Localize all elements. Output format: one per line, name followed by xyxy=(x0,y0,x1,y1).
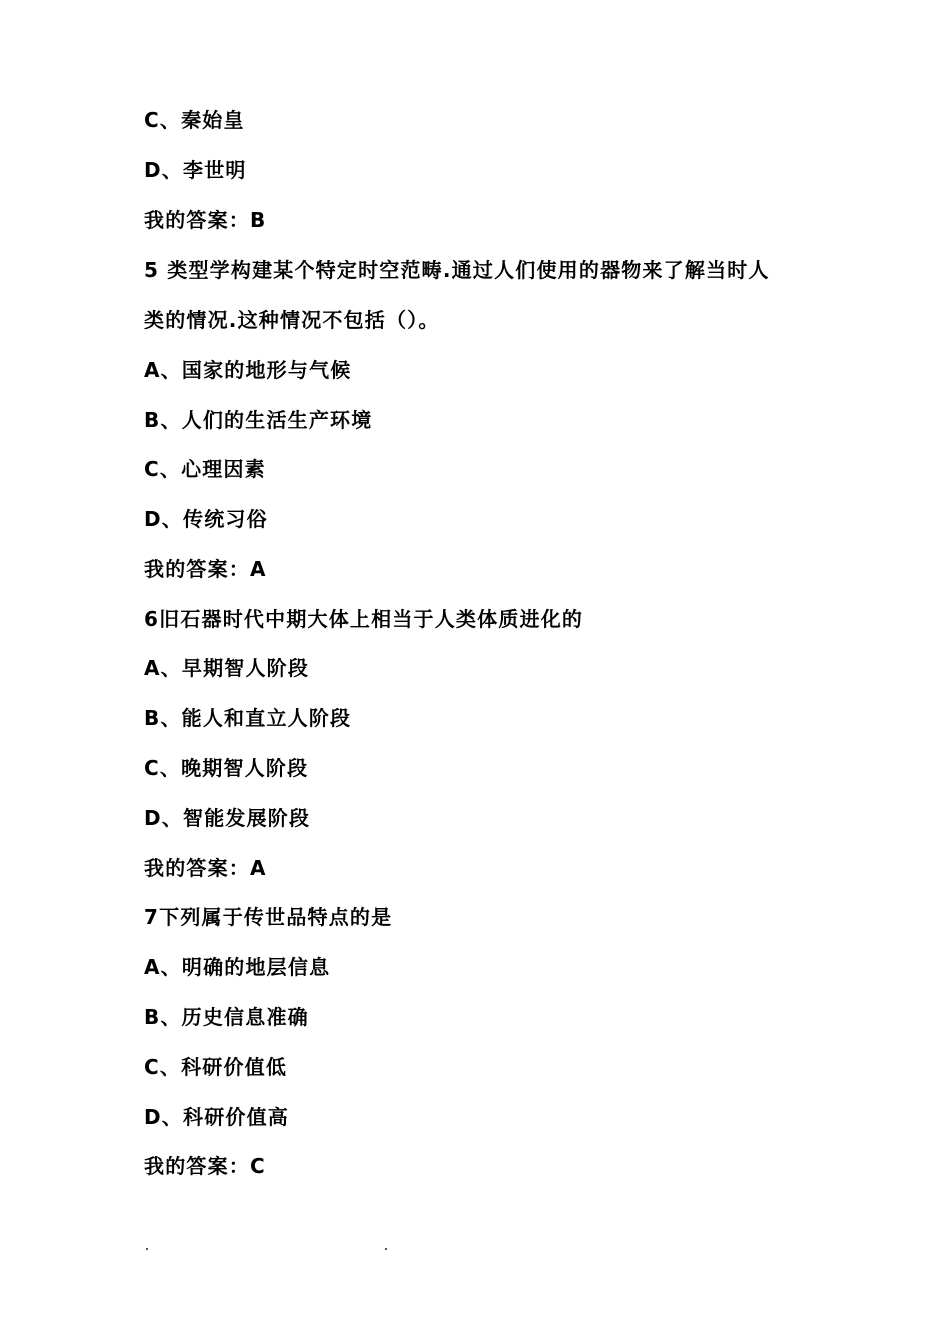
option-b-q6: B、能人和直立人阶段 xyxy=(144,706,352,730)
option-b-q5: B、人们的生活生产环境 xyxy=(144,408,373,432)
option-c-q4: C、秦始皇 xyxy=(144,108,245,132)
question-6: 6旧石器时代中期大体上相当于人类体质进化的 xyxy=(144,607,584,631)
option-d-q5: D、传统习俗 xyxy=(144,507,268,531)
option-c-q6: C、晚期智人阶段 xyxy=(144,756,309,780)
option-a-q7: A、明确的地层信息 xyxy=(144,955,331,979)
question-5-line-1: 5 类型学构建某个特定时空范畴.通过人们使用的器物来了解当时人 xyxy=(144,258,770,282)
footer-dot-left xyxy=(146,1248,148,1250)
option-d-q6: D、智能发展阶段 xyxy=(144,806,311,830)
option-d-q4: D、李世明 xyxy=(144,158,247,182)
answer-q4: 我的答案：B xyxy=(144,208,267,232)
answer-q6: 我的答案：A xyxy=(144,856,267,880)
option-c-q7: C、科研价值低 xyxy=(144,1055,288,1079)
answer-q7: 我的答案：C xyxy=(144,1154,266,1178)
question-7: 7下列属于传世品特点的是 xyxy=(144,905,393,929)
option-b-q7: B、历史信息准确 xyxy=(144,1005,309,1029)
question-5-line-2: 类的情况.这种情况不包括（）。 xyxy=(144,308,440,332)
option-a-q5: A、国家的地形与气候 xyxy=(144,358,352,382)
option-d-q7: D、科研价值高 xyxy=(144,1105,290,1129)
option-a-q6: A、早期智人阶段 xyxy=(144,656,310,680)
footer-dot-right xyxy=(385,1248,387,1250)
answer-q5: 我的答案：A xyxy=(144,557,267,581)
option-c-q5: C、心理因素 xyxy=(144,457,266,481)
